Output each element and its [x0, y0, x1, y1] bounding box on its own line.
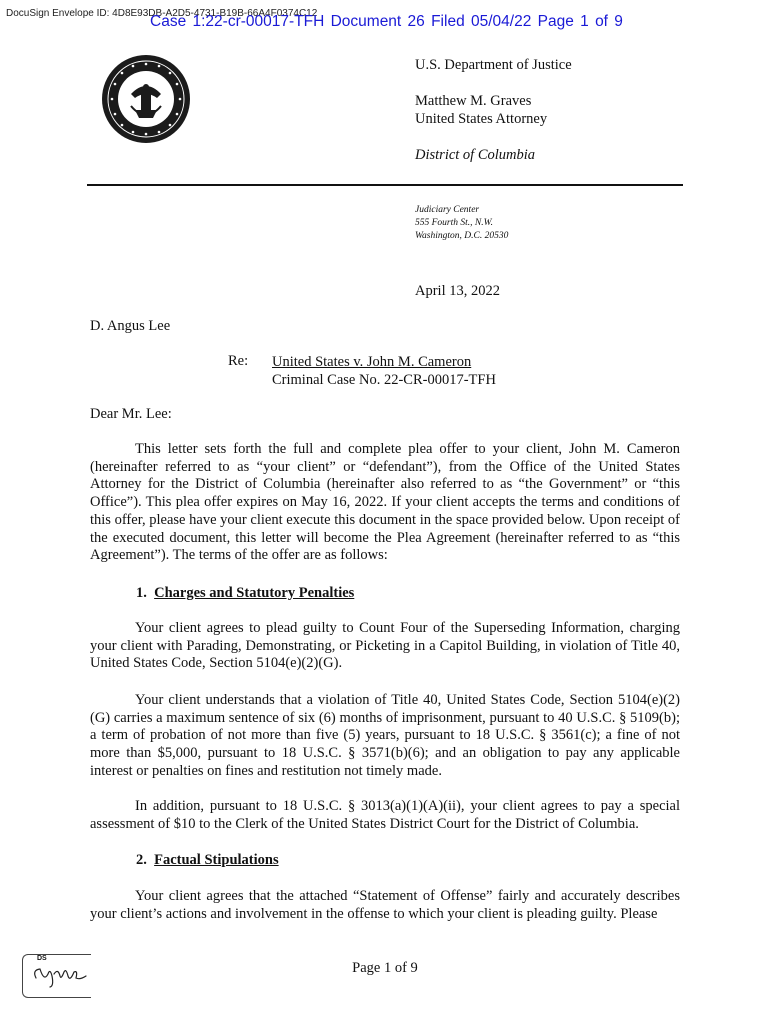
district-name: District of Columbia — [415, 147, 536, 163]
paragraph-assessment — [90, 798, 680, 833]
letter-date: April 13, 2022 — [415, 283, 500, 299]
address-line-1: Judiciary Center — [415, 205, 480, 215]
paragraph-stipulations-text: Your client agrees that the attached “Statement of Offense” fairly and accurately describes your client’s actions and involvement in the offense to which your client is pleading guilty. Please — [90, 888, 680, 922]
re-case-number: Criminal Case No. 22-CR-00017-TFH — [272, 372, 496, 388]
section-title: Charges and Statutory Penalties — [154, 585, 355, 601]
paragraph-charges-text: Your client agrees to plead guilty to Count Four of the Superseding Information, charging your client with Parading, Demonstrating, or Picketing in a Capitol Building, in violation of Title 40, United States Code, Section 5104(e)(2)(G). — [90, 620, 680, 672]
section-title: Factual Stipulations — [154, 852, 279, 868]
paragraph-penalties-text: Your client understands that a violation of Title 40, United States Code, Section 5104(e)(2)(G) carries a maximum sentence of six (6) months of imprisonment, pursuant to 40 U.S.C. § 5109(b); a term of probation of not more than five (5) years, pursuant to 18 U.S.C. § 3561(c); a fine of not more than $5,000, pursuant to 18 U.S.C. § 3571(b)(6); and an obligation to pay any applicable interest or penalties on fines and restitution not timely made. — [90, 692, 680, 779]
address-line-3: Washington, D.C. 20530 — [415, 231, 509, 241]
case-header: Case 1:22-cr-00017-TFH Document 26 Filed 05/04/22 Page 1 of 9 — [150, 13, 623, 30]
section-number: 2. — [136, 852, 147, 868]
page-number: Page 1 of 9 — [352, 960, 418, 976]
docusign-envelope-id: DocuSign Envelope ID: 4D8E93DB-A2D5-4731-B19B-66A4F0374C12 — [6, 8, 318, 19]
section-number: 1. — [136, 585, 147, 601]
paragraph-charges — [90, 620, 680, 673]
official-title: United States Attorney — [415, 111, 548, 127]
office-block — [415, 56, 572, 164]
paragraph-stipulations — [90, 888, 680, 923]
recipient-name: D. Angus Lee — [90, 318, 171, 334]
salutation: Dear Mr. Lee: — [90, 406, 172, 422]
re-label: Re: — [228, 353, 249, 369]
docusign-label: DS — [37, 955, 47, 962]
paragraph-intro-text: This letter sets forth the full and complete plea offer to your client, John M. Cameron (hereinafter referred to as “your client” or “defendant”), from the Office of the United States Attorney for the District of Columbia (hereinafter also referred to as “the Government” or “this Office”). This plea offer expires on May 16, 2022. If your client accepts the terms and conditions of this offer, please have your client execute this document in the space provided below. Upon receipt of the executed document, this letter will become the Plea Agreement (hereinafter referred to as “this Agreement”). The terms of the offer are as follows: — [90, 441, 680, 564]
department-name: U.S. Department of Justice — [415, 57, 572, 73]
seal-icon — [101, 54, 191, 144]
official-name: Matthew M. Graves — [415, 93, 532, 109]
address-line-2: 555 Fourth St., N.W. — [415, 218, 494, 228]
paragraph-penalties — [90, 692, 680, 781]
section-heading-2 — [136, 852, 279, 869]
section-heading-1 — [136, 585, 354, 602]
office-address — [415, 204, 508, 243]
paragraph-assessment-text: In addition, pursuant to 18 U.S.C. § 3013(a)(1)(A)(ii), your client agrees to pay a special assessment of $10 to the Clerk of the United States District Court for the District of Columbia. — [90, 798, 680, 832]
re-case-block — [272, 353, 496, 389]
re-case-title: United States v. John M. Cameron — [272, 354, 472, 370]
paragraph-intro — [90, 441, 680, 565]
letterhead-rule — [87, 184, 683, 186]
